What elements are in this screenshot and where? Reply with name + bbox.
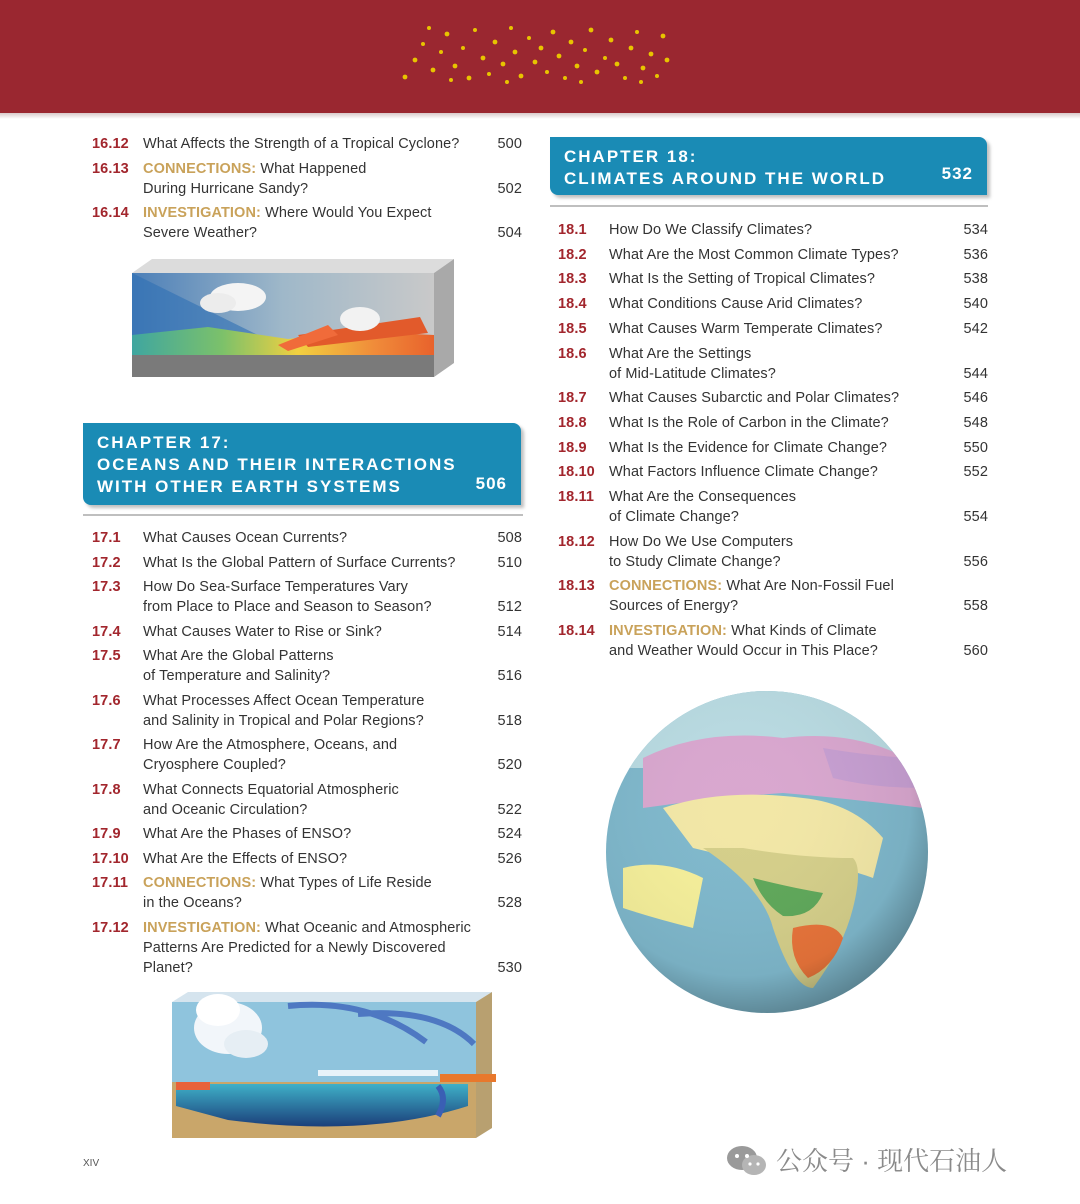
toc-entry[interactable] [92, 873, 522, 913]
toc-entry[interactable] [92, 203, 522, 243]
section-title [609, 245, 899, 265]
page-number: 516 [497, 668, 522, 684]
section-title-line: What Factors Influence Climate Change? [609, 464, 878, 481]
toc-entry[interactable] [92, 918, 522, 978]
chapter-18-rule [550, 205, 988, 207]
section-number: 17.7 [92, 737, 121, 753]
section-title [609, 462, 878, 482]
chapter-17-title-line: WITH OTHER EARTH SYSTEMS [97, 477, 402, 496]
chapter-17-page: 506 [475, 474, 507, 493]
section-title-line: Cryosphere Coupled? [143, 757, 286, 773]
chapter-18-header[interactable] [550, 137, 987, 195]
page-number: 534 [963, 222, 988, 238]
toc-entry[interactable] [92, 528, 522, 548]
section-title [143, 958, 193, 978]
section-keyword: INVESTIGATION: [143, 919, 261, 936]
section-number: 18.8 [558, 414, 587, 431]
page-number: 524 [497, 826, 522, 842]
section-title [143, 873, 432, 893]
toc-entry[interactable] [92, 159, 522, 199]
section-title-line: What Causes Water to Rise or Sink? [143, 623, 382, 640]
section-title-line: What Is the Setting of Tropical Climates? [609, 271, 876, 288]
page-number: 552 [963, 464, 988, 481]
section-title-line: How Are the Atmosphere, Oceans, and [143, 737, 398, 753]
section-title [609, 344, 751, 364]
section-title-line: How Do Sea-Surface Temperatures Vary [143, 579, 408, 595]
section-title [143, 159, 366, 179]
section-title [143, 780, 399, 800]
section-title-line: and Oceanic Circulation? [143, 801, 308, 818]
section-number: 16.13 [92, 160, 129, 177]
toc-entry[interactable] [92, 691, 522, 731]
severe-weather-diagram [128, 255, 458, 385]
section-title [143, 577, 408, 597]
section-title [143, 666, 330, 686]
page-number: 544 [963, 365, 988, 382]
section-title [609, 596, 738, 616]
toc-entry[interactable] [558, 462, 988, 482]
section-title-line: What Oceanic and Atmospheric [265, 919, 471, 936]
section-title [143, 755, 286, 775]
page-number: 518 [497, 712, 522, 729]
toc-entry[interactable] [558, 319, 988, 339]
section-title-line: Patterns Are Predicted for a Newly Discovered [143, 939, 446, 956]
toc-entry[interactable] [558, 413, 988, 433]
section-title-line: of Temperature and Salinity? [143, 668, 331, 684]
section-title [609, 532, 793, 552]
section-keyword: INVESTIGATION: [143, 205, 261, 221]
toc-entry[interactable] [558, 487, 988, 527]
page-number: 540 [963, 296, 988, 313]
section-title-line: What Are the Consequences [609, 489, 797, 505]
section-title-line: of Mid-Latitude Climates? [609, 365, 776, 382]
ocean-circulation-diagram [168, 988, 503, 1148]
section-title [143, 918, 471, 938]
page-number: 502 [497, 180, 522, 197]
section-number: 17.4 [92, 623, 121, 640]
section-title-line: How Do We Classify Climates? [609, 222, 813, 238]
section-title [143, 622, 382, 642]
section-number: 18.12 [558, 533, 595, 550]
toc-entry[interactable] [92, 577, 522, 617]
toc-entry[interactable] [558, 438, 988, 458]
toc-entry[interactable] [558, 532, 988, 572]
section-title-line: and Weather Would Occur in This Place? [609, 643, 878, 660]
section-number: 17.8 [92, 781, 121, 798]
section-title-line: What Are the Global Patterns [143, 648, 334, 664]
section-number: 18.3 [558, 271, 587, 288]
section-number: 17.6 [92, 692, 121, 709]
section-title [143, 735, 397, 755]
page-number: 522 [497, 801, 522, 818]
page-number: 500 [497, 136, 522, 152]
section-number: 18.4 [558, 296, 587, 313]
toc-entry[interactable] [558, 294, 988, 314]
toc-entry[interactable] [558, 344, 988, 384]
section-title [143, 824, 351, 844]
section-title-line: What Are the Phases of ENSO? [143, 826, 352, 842]
toc-entry[interactable] [92, 849, 522, 869]
section-number: 16.12 [92, 136, 129, 152]
page-number: 538 [963, 271, 988, 288]
section-title-line: from Place to Place and Season to Season? [143, 599, 432, 615]
watermark-text: 公众号 · 现代石油人 [776, 1146, 1008, 1176]
chapter-17-header[interactable] [83, 423, 521, 505]
section-title-line: and Salinity in Tropical and Polar Regions? [143, 712, 424, 729]
section-number: 17.10 [92, 850, 129, 867]
section-title-line: What Affects the Strength of a Tropical Cyclone? [143, 136, 460, 152]
section-number: 18.5 [558, 320, 587, 337]
section-title [143, 711, 424, 731]
section-title-line: What Conditions Cause Arid Climates? [609, 296, 863, 313]
section-title-line: Severe Weather? [143, 225, 258, 241]
section-title [609, 552, 781, 572]
page-number: 546 [963, 390, 988, 407]
section-title [143, 691, 424, 711]
toc-entry[interactable] [92, 780, 522, 820]
section-number: 17.9 [92, 826, 121, 842]
section-title [609, 294, 862, 314]
page-number: 520 [497, 757, 522, 773]
section-number: 16.14 [92, 205, 129, 221]
toc-entry[interactable] [92, 735, 522, 775]
section-title [143, 800, 307, 820]
toc-entry[interactable] [92, 134, 522, 154]
section-keyword: CONNECTIONS: [143, 875, 257, 891]
page-number: 556 [963, 553, 988, 570]
watermark [726, 1143, 1046, 1179]
toc-entry[interactable] [92, 824, 522, 844]
section-number: 17.11 [92, 875, 128, 891]
page-number: 508 [497, 530, 522, 546]
toc-entry[interactable] [558, 576, 988, 616]
section-title-line: What Causes Subarctic and Polar Climates? [609, 390, 900, 407]
section-title [609, 319, 883, 339]
chapter-17-rule [83, 514, 523, 516]
section-title [143, 938, 446, 958]
page-number: 514 [497, 623, 522, 640]
section-number: 18.6 [558, 345, 587, 362]
page-number: 528 [497, 895, 522, 911]
section-title [143, 597, 432, 617]
section-title-line: Where Would You Expect [265, 205, 432, 221]
page-number: 530 [497, 959, 522, 976]
page-number: 512 [497, 599, 522, 615]
section-number: 18.10 [558, 464, 595, 481]
page-number: 526 [497, 850, 522, 867]
section-title [143, 553, 456, 573]
section-title-line: What Is the Global Pattern of Surface Currents? [143, 554, 456, 571]
section-title [609, 641, 878, 661]
page-folio: XIV [83, 1158, 100, 1169]
section-title-line: What Types of Life Reside [260, 875, 432, 891]
chapter-17-title-line: CHAPTER 17: [97, 433, 231, 452]
section-title-line: What Is the Evidence for Climate Change? [609, 439, 888, 456]
toc-entry[interactable] [558, 621, 988, 661]
wechat-icon [726, 1145, 768, 1177]
section-title [143, 849, 347, 869]
section-number: 17.2 [92, 554, 121, 571]
section-title-line: of Climate Change? [609, 509, 739, 525]
section-keyword: INVESTIGATION: [609, 623, 727, 640]
section-title [143, 646, 334, 666]
section-number: 18.13 [558, 578, 595, 595]
section-number: 18.11 [558, 489, 594, 505]
section-title [609, 364, 776, 384]
section-number: 18.9 [558, 439, 587, 456]
chapter-18-page: 532 [941, 164, 973, 183]
toc-entry[interactable] [92, 646, 522, 686]
section-number: 18.7 [558, 390, 587, 407]
section-title-line: What Are the Settings [609, 345, 752, 362]
section-title-line: What Are the Most Common Climate Types? [609, 246, 899, 263]
section-title [609, 388, 899, 408]
toc-entry[interactable] [558, 388, 988, 408]
section-title-line: Sources of Energy? [609, 598, 739, 615]
chapter-17-title-line: OCEANS AND THEIR INTERACTIONS [97, 455, 457, 474]
page-number: 554 [963, 509, 988, 525]
page-number: 504 [497, 225, 522, 241]
toc-entry[interactable] [558, 245, 988, 265]
section-title-line: What Processes Affect Ocean Temperature [143, 692, 425, 709]
section-title [609, 576, 894, 596]
toc-entry[interactable] [558, 269, 988, 289]
section-number: 17.1 [92, 530, 121, 546]
toc-entry[interactable] [92, 622, 522, 642]
page-number: 560 [963, 643, 988, 660]
section-title-line: What Kinds of Climate [731, 623, 877, 640]
section-title [609, 507, 739, 527]
section-title-line: What Causes Ocean Currents? [143, 530, 348, 546]
section-number: 17.12 [92, 919, 129, 936]
section-title-line: During Hurricane Sandy? [143, 180, 309, 197]
section-keyword: CONNECTIONS: [609, 578, 723, 595]
section-number: 17.5 [92, 648, 121, 664]
section-title [609, 220, 812, 240]
section-title-line: in the Oceans? [143, 895, 242, 911]
climate-globe-image [603, 688, 931, 1016]
section-title-line: to Study Climate Change? [609, 553, 781, 570]
section-number: 18.1 [558, 222, 587, 238]
chapter-18-title-line: CLIMATES AROUND THE WORLD [564, 169, 886, 188]
section-title-line: What Are the Effects of ENSO? [143, 850, 348, 867]
page-number: 536 [963, 246, 988, 263]
section-title [609, 487, 796, 507]
star-dots-decoration [395, 22, 685, 87]
section-number: 18.14 [558, 623, 595, 640]
section-title [609, 269, 875, 289]
section-title [143, 134, 459, 154]
section-title [609, 621, 877, 641]
section-title-line: What Is the Role of Carbon in the Climate? [609, 414, 889, 431]
section-keyword: CONNECTIONS: [143, 160, 257, 177]
page-number: 542 [963, 320, 988, 337]
section-title [143, 203, 431, 223]
section-title [143, 893, 242, 913]
section-title-line: What Are Non-Fossil Fuel [726, 578, 894, 595]
toc-entry[interactable] [92, 553, 522, 573]
chapter-18-title-line: CHAPTER 18: [564, 147, 698, 166]
section-title-line: How Do We Use Computers [609, 533, 794, 550]
page-number: 510 [497, 554, 522, 571]
page-number: 550 [963, 439, 988, 456]
section-title-line: What Connects Equatorial Atmospheric [143, 781, 399, 798]
section-title [609, 438, 887, 458]
banner-shadow [0, 113, 1080, 119]
section-title [143, 179, 308, 199]
section-title-line: Planet? [143, 959, 193, 976]
section-title [143, 223, 257, 243]
section-title [143, 528, 347, 548]
section-title [609, 413, 889, 433]
section-title-line: What Causes Warm Temperate Climates? [609, 320, 883, 337]
section-number: 17.3 [92, 579, 121, 595]
page-number: 548 [963, 414, 988, 431]
section-title-line: What Happened [260, 160, 367, 177]
section-number: 18.2 [558, 246, 587, 263]
toc-entry[interactable] [558, 220, 988, 240]
page-number: 558 [963, 598, 988, 615]
